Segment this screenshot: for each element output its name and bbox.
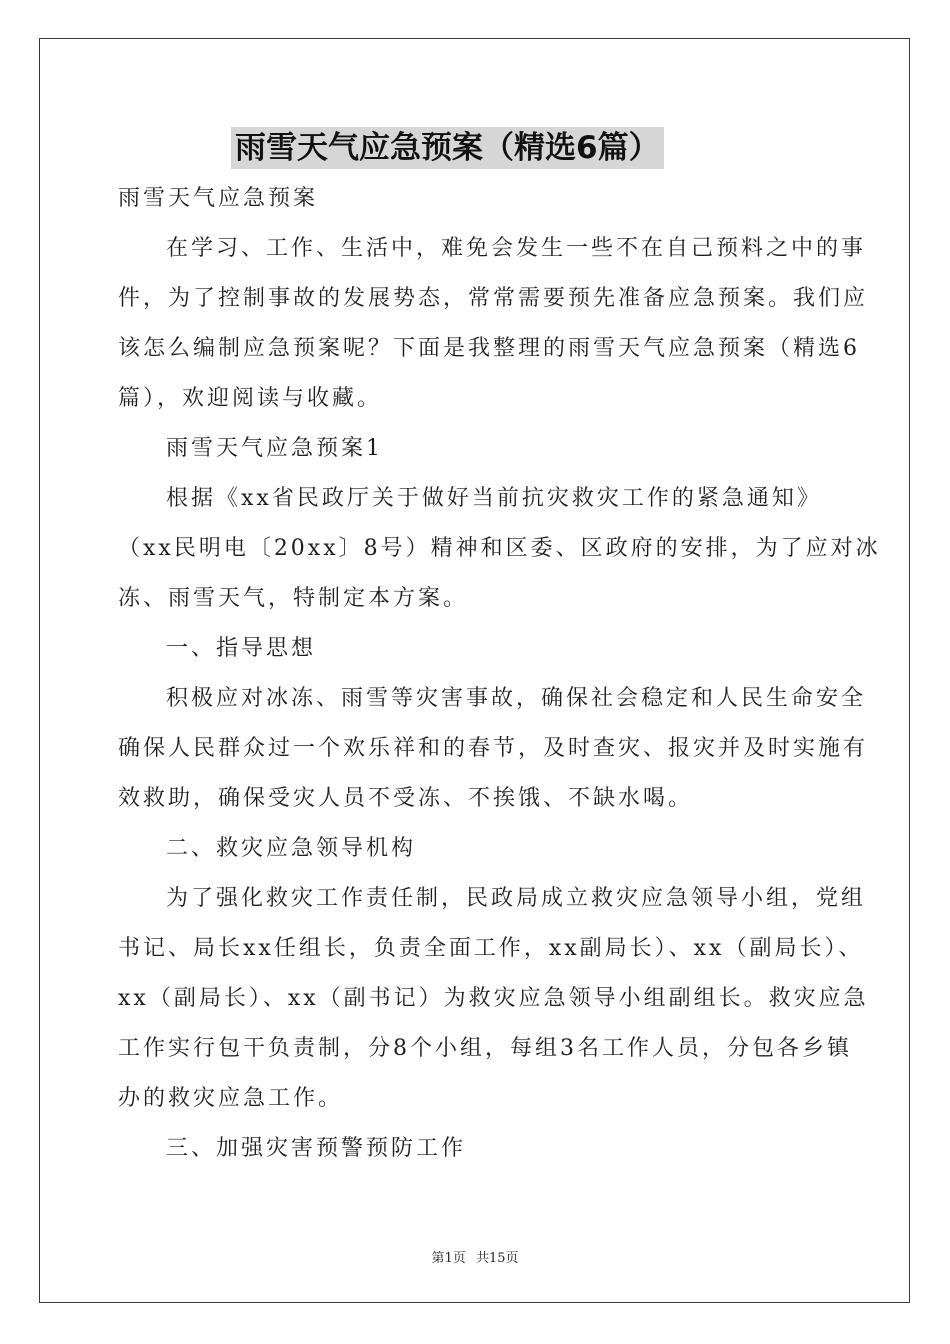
section-heading: 二、救灾应急领导机构 <box>166 836 417 861</box>
paragraph-line: 为了强化救灾工作责任制，民政局成立救灾应急领导小组，党组 <box>166 886 867 911</box>
document-title: 雨雪天气应急预案（精选6篇） <box>231 127 664 169</box>
paragraph-line: 该怎么编制应急预案呢？下面是我整理的雨雪天气应急预案（精选6 <box>118 336 860 361</box>
paragraph-line: 在学习、工作、生活中，难免会发生一些不在自己预料之中的事 <box>166 236 867 261</box>
paragraph-line: 书记、局长xx任组长，负责全面工作，xx副局长）、xx（副局长）、 <box>118 936 864 961</box>
paragraph-line: 冻、雨雪天气，特制定本方案。 <box>118 586 469 611</box>
paragraph-line: 件，为了控制事故的发展势态，常常需要预先准备应急预案。我们应 <box>118 286 869 311</box>
paragraph-line: 篇），欢迎阅读与收藏。 <box>118 386 383 411</box>
paragraph-line: 效救助，确保受灾人员不受冻、不挨饿、不缺水喝。 <box>118 786 694 811</box>
subtitle-line: 雨雪天气应急预案 <box>118 186 319 211</box>
paragraph-line: 办的救灾应急工作。 <box>118 1086 344 1111</box>
section-heading: 一、指导思想 <box>166 636 317 661</box>
paragraph-line: xx（副局长）、xx（副书记）为救灾应急领导小组副组长。救灾应急 <box>118 986 869 1011</box>
section-heading: 三、加强灾害预警预防工作 <box>166 1136 467 1161</box>
page-total: 共15页 <box>475 1251 519 1266</box>
paragraph-line: 工作实行包干负责制，分8个小组，每组3名工作人员，分包各乡镇 <box>118 1036 852 1061</box>
paragraph-line: （xx民明电〔20xx〕8号）精神和区委、区政府的安排，为了应对冰 <box>118 536 881 561</box>
section-heading: 雨雪天气应急预案1 <box>166 436 383 461</box>
page-number: 第1页 <box>431 1251 466 1266</box>
page-footer <box>0 1247 950 1266</box>
paragraph-line: 确保人民群众过一个欢乐祥和的春节，及时查灾、报灾并及时实施有 <box>118 736 869 761</box>
paragraph-line: 根据《xx省民政厅关于做好当前抗灾救灾工作的紧急通知》 <box>166 486 822 511</box>
paragraph-line: 积极应对冰冻、雨雪等灾害事故，确保社会稳定和人民生命安全 <box>166 686 867 711</box>
